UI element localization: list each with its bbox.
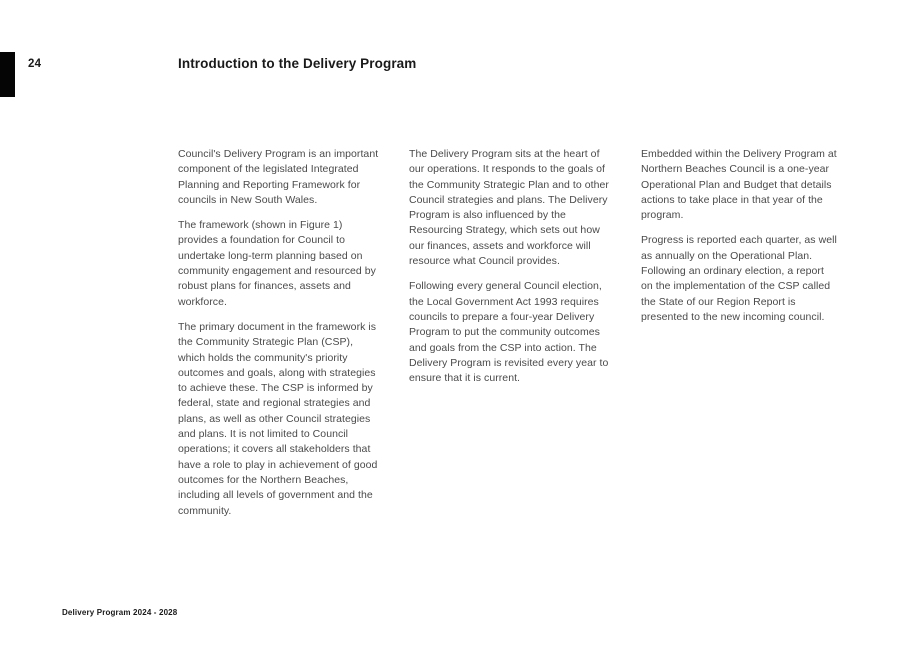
body-columns (178, 147, 837, 529)
body-paragraph: Council's Delivery Program is an important component of the legislated Integrated Planning and Reporting Framework for councils in New South Wales. (178, 148, 379, 206)
body-paragraph: The primary document in the framework is the Community Strategic Plan (CSP), which holds the community's priority outcomes and goals, along with strategies to achieve these. The CSP is informed by federal, state and regional strategies and plans, as well as other Council strategies and plans. It is not limited to Council operations; it covers all stakeholders that have a role to play in achievement of good outcomes for the Northern Beaches, including all levels of government and the community. (178, 320, 378, 517)
body-paragraph: Embedded within the Delivery Program at Northern Beaches Council is a one-year Operational Plan and Budget that details actions to take place in that year of the program. (641, 148, 837, 222)
body-paragraph: The framework (shown in Figure 1) provides a foundation for Council to undertake long-term planning based on community engagement and resourced by robust plans for finances, assets and workforce. (178, 219, 376, 308)
page-number: 24 (28, 58, 42, 70)
body-paragraph: Following every general Council election, the Local Government Act 1993 requires councils to prepare a four-year Delivery Program to put the community outcomes and goals from the CSP into action. The Delivery Program is revisited every year to ensure that it is current. (409, 280, 609, 385)
footer-doc-title: Delivery Program 2024 - 2028 (62, 608, 178, 617)
text-column-3 (641, 147, 837, 529)
body-paragraph: Progress is reported each quarter, as well as annually on the Operational Plan. Following an ordinary election, a report on the implementation of the CSP called the State of our Region Report is presented to the new incoming council. (641, 234, 837, 323)
text-column-2 (409, 147, 609, 529)
page-edge-tab (0, 52, 15, 97)
page-title: Introduction to the Delivery Program (178, 56, 417, 71)
body-paragraph: The Delivery Program sits at the heart of our operations. It responds to the goals of the Community Strategic Plan and to other Council strategies and plans. The Delivery Program is also influenced by the Resourcing Strategy, which sets out how our finances, assets and workforce will resource what Council provides. (409, 148, 609, 268)
text-column-1 (178, 147, 382, 529)
